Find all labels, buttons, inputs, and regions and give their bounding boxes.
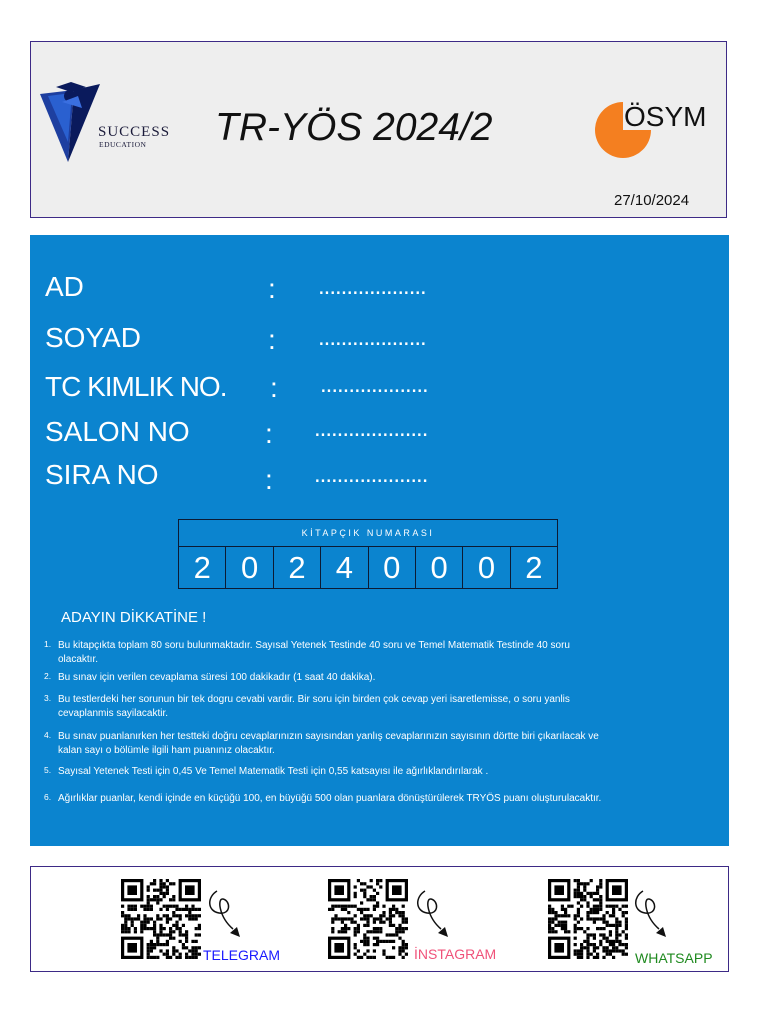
booklet-number-label: KİTAPÇIK NUMARASI <box>179 520 557 547</box>
booklet-digit: 0 <box>226 547 273 588</box>
booklet-number-box <box>178 519 558 589</box>
instruction-number: 1. <box>44 639 52 649</box>
logo-subtitle: EDUCATION <box>99 140 147 149</box>
attention-heading: ADAYIN DİKKATİNE ! <box>61 609 207 626</box>
field-label-soyad: SOYAD <box>45 322 141 353</box>
booklet-digit: 4 <box>321 547 368 588</box>
instruction-number: 4. <box>44 730 52 740</box>
field-dots-tc: ................... <box>320 371 428 398</box>
field-label-salon: SALON NO <box>45 416 190 447</box>
success-education-logo-icon <box>38 82 178 164</box>
field-colon: : <box>265 464 273 495</box>
booklet-digit: 2 <box>525 550 543 585</box>
whatsapp-qr-code-icon[interactable] <box>548 879 628 959</box>
instruction-number: 3. <box>44 693 52 703</box>
exam-date: 27/10/2024 <box>614 192 690 209</box>
booklet-digit: 0 <box>463 547 510 588</box>
instagram-link[interactable]: İNSTAGRAM <box>414 946 497 962</box>
header <box>30 41 727 218</box>
field-dots-sira: .................... <box>314 461 428 488</box>
booklet-digit: 2 <box>274 547 321 588</box>
instruction-number: 6. <box>44 792 52 802</box>
instruction-text: Bu sınav puanlanırken her testteki doğru cevaplarınızın sayısından yanlış cevaplarınızın sayısının dörtte biri çıkarılacak ve kalan sayı o bölümle ilgili ham puanınız olacaktır. <box>58 731 599 756</box>
field-colon: : <box>265 418 273 449</box>
booklet-digit: 0 <box>369 547 416 588</box>
instruction-text: Sayısal Yetenek Testi için 0,45 Ve Temel Matematik Testi için 0,55 katsayısı ile ağırlıklandırılarak . <box>58 766 489 777</box>
field-label-sira: SIRA NO <box>45 459 159 490</box>
instruction-text: Bu sınav için verilen cevaplama süresi 100 dakikadır (1 saat 40 dakika). <box>58 672 376 683</box>
instruction-text: Bu testlerdeki her sorunun bir tek dogru cevabi vardir. Bir soru için birden çok cevap yeri isaretlemisse, o soru yanlis cevaplanmis sayilacaktir. <box>58 694 570 719</box>
candidate-panel <box>30 235 729 846</box>
instruction-number: 5. <box>44 765 52 775</box>
booklet-digits <box>179 547 557 588</box>
field-label-tc: TC KIMLIK NO. <box>45 371 227 402</box>
logo-name: SUCCESS <box>98 124 171 140</box>
osym-name: ÖSYM <box>624 101 707 132</box>
curved-arrow-icon <box>629 887 679 947</box>
field-colon: : <box>268 324 276 355</box>
page-title: TR-YÖS 2024/2 <box>215 106 493 149</box>
field-dots-salon: .................... <box>314 415 428 442</box>
field-colon: : <box>268 273 276 304</box>
field-label-ad: AD <box>45 271 84 302</box>
instruction-number: 2. <box>44 671 52 681</box>
curved-arrow-icon <box>203 887 253 947</box>
instagram-qr-code-icon[interactable] <box>328 879 408 959</box>
curved-arrow-icon <box>411 887 461 947</box>
instruction-text: Ağırlıklar puanlar, kendi içinde en küçüğü 100, en büyüğü 500 olan puanlara dönüştürülerek TRYÖS puanı oluşturulacaktır. <box>58 793 602 804</box>
telegram-link[interactable]: TELEGRAM <box>203 947 281 963</box>
field-dots-soyad: ................... <box>318 324 426 351</box>
social-footer <box>30 866 729 972</box>
telegram-qr-code-icon[interactable] <box>121 879 201 959</box>
field-colon: : <box>270 372 278 403</box>
booklet-digit: 0 <box>416 547 463 588</box>
instruction-text: Bu kitapçıkta toplam 80 soru bulunmaktadır. Sayısal Yetenek Testinde 40 soru ve Temel Matematik Testinde 40 soru olacaktır. <box>58 640 570 665</box>
field-dots-ad: ................... <box>318 273 426 300</box>
booklet-digit: 2 <box>179 547 226 588</box>
whatsapp-link[interactable]: WHATSAPP <box>635 950 713 966</box>
